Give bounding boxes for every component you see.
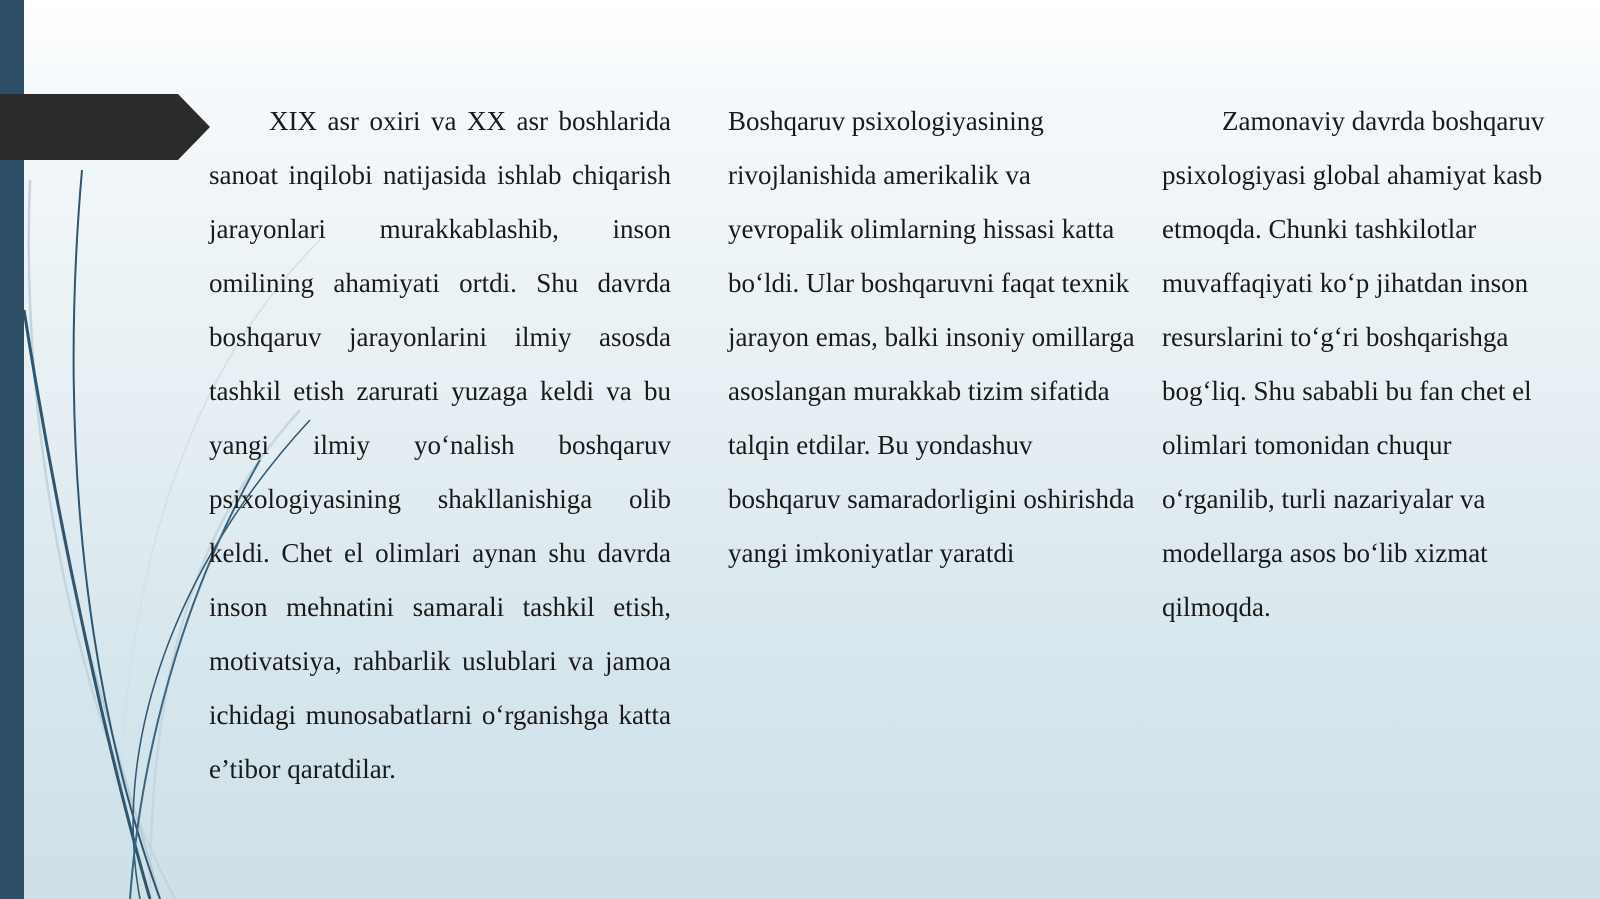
text-column-1: [209, 94, 671, 796]
column-3-paragraph: Zamonaviy davrda boshqaruv psixologiyasi global ahamiyat kasb etmoqda. Chunki tashkilotlar muvaffaqiyati ko‘p jihatdan inson resurslarini to‘g‘ri boshqarishga bog‘liq. Shu sababli bu fan chet el olimlari tomonidan chuqur o‘rganilib, turli nazariyalar va modellarga asos bo‘lib xizmat qilmoqda.: [1162, 106, 1545, 622]
curve-light-4: [60, 520, 160, 899]
pentagon-arrow-shape: [0, 94, 212, 160]
text-column-2: [728, 94, 1138, 580]
text-column-3: [1162, 94, 1562, 634]
column-2-paragraph: Boshqaruv psixologiyasining rivojlanishida amerikalik va yevropalik olimlarning hissasi katta bo‘ldi. Ular boshqaruvni faqat texnik jarayon emas, balki insoniy omillarga asoslangan murakkab tizim sifatida talqin etdilar. Bu yondashuv boshqaruv samaradorligini oshirishda yangi imkoniyatlar yaratdi: [728, 106, 1135, 568]
curve-dark-1: [74, 170, 160, 899]
column-1-paragraph: XIX asr oxiri va XX asr boshlarida sanoat inqilobi natijasida ishlab chiqarish jarayonlari murakkablashib, inson omilining ahamiyati ortdi. Shu davrda boshqaruv jarayonlarini ilmiy asosda tashkil etish zarurati yuzaga keldi va bu yangi ilmiy yo‘nalish boshqaruv psixologiyasining shakllanishiga olib keldi. Chet el olimlari aynan shu davrda inson mehnatini samarali tashkil etish, motivatsiya, rahbarlik uslublari va jamoa ichidagi munosabatlarni o‘rganishga katta e’tibor qaratdilar.: [209, 106, 671, 784]
